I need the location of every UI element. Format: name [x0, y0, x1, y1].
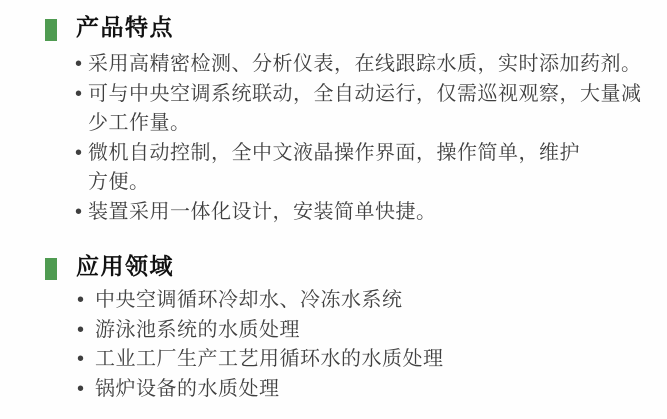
bullet-dot-icon: •: [75, 200, 83, 223]
list-item-text: 采用高精密检测、分析仪表，在线跟踪水质，实时添加药剂。: [88, 53, 642, 75]
list-item-continuation: [75, 109, 660, 139]
list-item-text: 游泳池系统的水质处理: [95, 318, 300, 341]
list-item-text: 少工作量。: [88, 112, 191, 134]
list-item: [75, 375, 660, 405]
list-item: [75, 198, 660, 228]
section-marker-icon: [45, 19, 57, 41]
list-item: [75, 286, 660, 316]
list-item: [75, 80, 660, 110]
list-item-text: 锅炉设备的水质处理: [95, 377, 280, 400]
section-title-product-features: 产品特点: [76, 14, 174, 40]
application-fields-list: [75, 286, 660, 404]
bullet-dot-icon: •: [75, 53, 83, 75]
list-item-text: 中央空调循环冷却水、冷冻水系统: [95, 289, 403, 311]
bullet-dot-icon: •: [75, 82, 83, 105]
bullet-dot-icon: •: [75, 141, 83, 164]
list-item-text: 可与中央空调系统联动，全自动运行，仅需巡视观察，大量减: [88, 82, 642, 105]
list-item: [75, 50, 660, 80]
bullet-dot-icon: •: [77, 377, 85, 400]
bullet-dot-icon: •: [77, 318, 85, 341]
list-item-text: 工业工厂生产工艺用循环水的水质处理: [95, 348, 444, 370]
list-item-text: 装置采用一体化设计，安装简单快捷。: [88, 200, 437, 223]
bullet-dot-icon: •: [77, 289, 85, 311]
list-item: [75, 139, 660, 169]
section-marker-icon: [45, 258, 57, 280]
list-item: [75, 316, 660, 346]
list-item-text: 方便。: [88, 171, 150, 193]
list-item: [75, 345, 660, 375]
list-item-continuation: [75, 168, 660, 198]
product-features-list: [75, 50, 660, 227]
section-title-application-fields: 应用领域: [76, 253, 174, 279]
list-item-text: 微机自动控制，全中文液晶操作界面，操作简单，维护: [88, 141, 580, 164]
bullet-dot-icon: •: [77, 348, 85, 370]
